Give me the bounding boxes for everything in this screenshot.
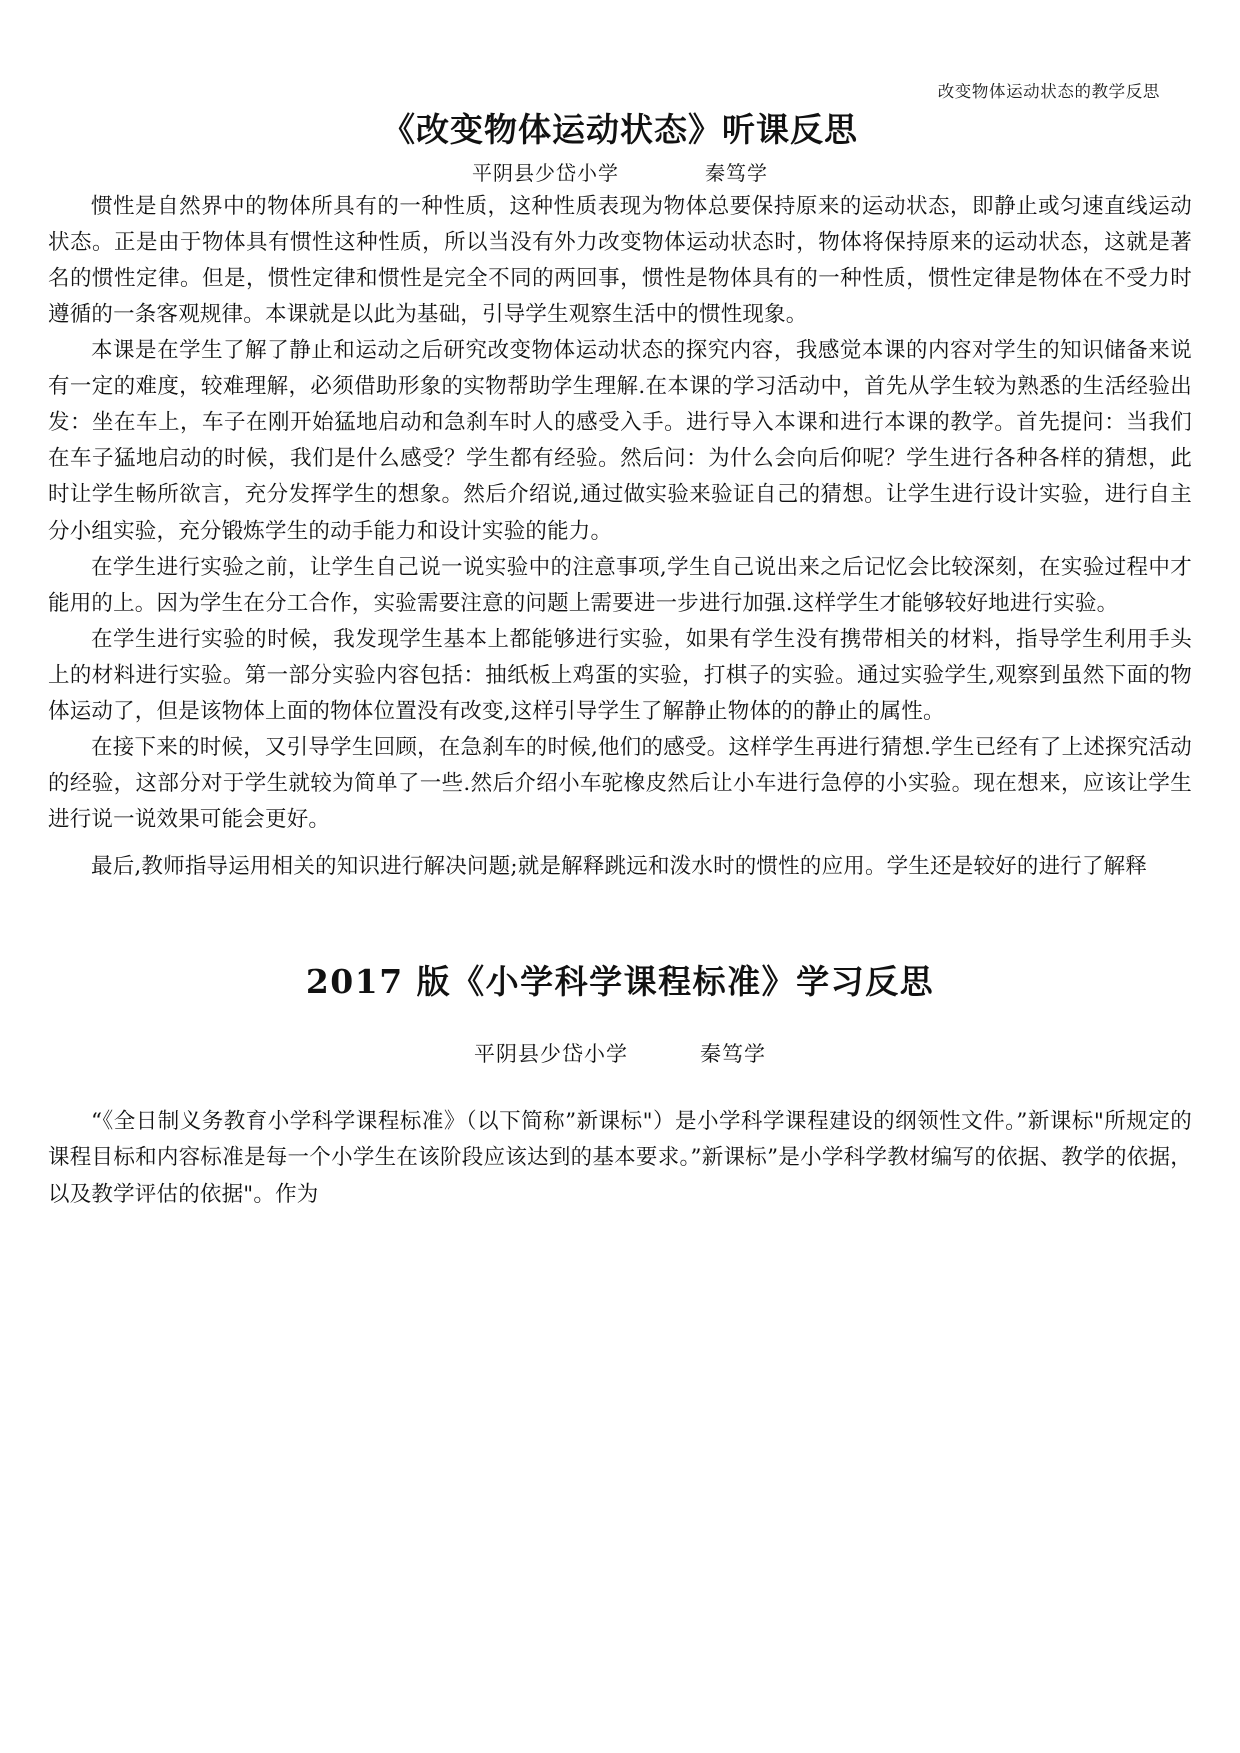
article1-paragraph-6: 最后,教师指导运用相关的知识进行解决问题;就是解释跳远和泼水时的惯性的应用。学生还是较好的进行了解释 bbox=[91, 853, 1148, 879]
article1-paragraph-3: 在学生进行实验之前，让学生自己说一说实验中的注意事项,学生自己说出来之后记忆会比较深刻，在实验过程中才能用的上。因为学生在分工合作，实验需要注意的问题上需要进一步进行加强.这样学生才能够较好地进行实验。 bbox=[48, 554, 1192, 616]
article1-paragraph-1: 惯性是自然界中的物体所具有的一种性质，这种性质表现为物体总要保持原来的运动状态，即静止或匀速直线运动状态。正是由于物体具有惯性这种性质，所以当没有外力改变物体运动状态时，物体将保持原来的运动状态，这就是著名的惯性定律。但是，惯性定律和惯性是完全不同的两回事，惯性是物体具有的一种性质，惯性定律是物体在不受力时遵循的一条客观规律。本课就是以此为基础，引导学生观察生活中的惯性现象。 bbox=[48, 193, 1192, 327]
title-byline-spacer bbox=[48, 1005, 1192, 1039]
article1-paragraph-4: 在学生进行实验的时候，我发现学生基本上都能够进行实验，如果有学生没有携带相关的材料，指导学生利用手头上的材料进行实验。第一部分实验内容包括：抽纸板上鸡蛋的实验，打棋子的实验。通过实验学生,观察到虽然下面的物体运动了，但是该物体上面的物体位置没有改变,这样引导学生了解静止物体的的静止的属性。 bbox=[48, 626, 1192, 725]
article1-title: 《改变物体运动状态》听课反思 bbox=[382, 110, 858, 149]
section-spacer bbox=[48, 885, 1192, 959]
article2-byline-school: 平阴县少岱小学 bbox=[474, 1041, 628, 1066]
paragraph-spacer bbox=[48, 839, 1192, 849]
running-header: 改变物体运动状态的教学反思 bbox=[937, 82, 1160, 101]
article1-byline bbox=[48, 159, 1192, 187]
article1-paragraph-2: 本课是在学生了解了静止和运动之后研究改变物体运动状态的探究内容，我感觉本课的内容对学生的知识储备来说有一定的难度，较难理解，必须借助形象的实物帮助学生理解.在本课的学习活动中，首先从学生较为熟悉的生活经验出发：坐在车上，车子在刚开始猛地启动和急刹车时人的感受入手。进行导入本课和进行本课的教学。首先提问：当我们在车子猛地启动的时候，我们是什么感受？学生都有经验。然后问：为什么会向后仰呢？学生进行各种各样的猜想，此时让学生畅所欲言，充分发挥学生的想象。然后介绍说,通过做实验来验证自己的猜想。让学生进行设计实验，进行自主分小组实验，充分锻炼学生的动手能力和设计实验的能力。 bbox=[48, 337, 1192, 544]
article1-paragraph-5: 在接下来的时候，又引导学生回顾，在急刹车的时候,他们的感受。这样学生再进行猜想.学生已经有了上述探究活动的经验，这部分对于学生就较为简单了一些.然后介绍小车驼橡皮然后让小车进行急停的小实验。现在想来，应该让学生进行说一说效果可能会更好。 bbox=[48, 735, 1192, 833]
article2-paragraph-1: “《全日制义务教育小学科学课程标准》（以下简称”新课标"）是小学科学课程建设的纲领性文件。”新课标"所规定的课程目标和内容标准是每一个小学生在该阶段应该达到的基本要求。”新课标”是小学科学教材编写的依据、教学的依据，以及教学评估的依据"。作为 bbox=[48, 1109, 1192, 1207]
article2-byline-author: 秦笃学 bbox=[700, 1041, 766, 1066]
document-content bbox=[48, 108, 1192, 1213]
byline-body-spacer bbox=[48, 1070, 1192, 1104]
article1-byline-school: 平阴县少岱小学 bbox=[472, 160, 619, 185]
article1-byline-author: 秦笃学 bbox=[705, 160, 768, 185]
article2-byline bbox=[48, 1039, 1192, 1071]
article2-title: 2017 版《小学科学课程标准》学习反思 bbox=[305, 961, 935, 1001]
